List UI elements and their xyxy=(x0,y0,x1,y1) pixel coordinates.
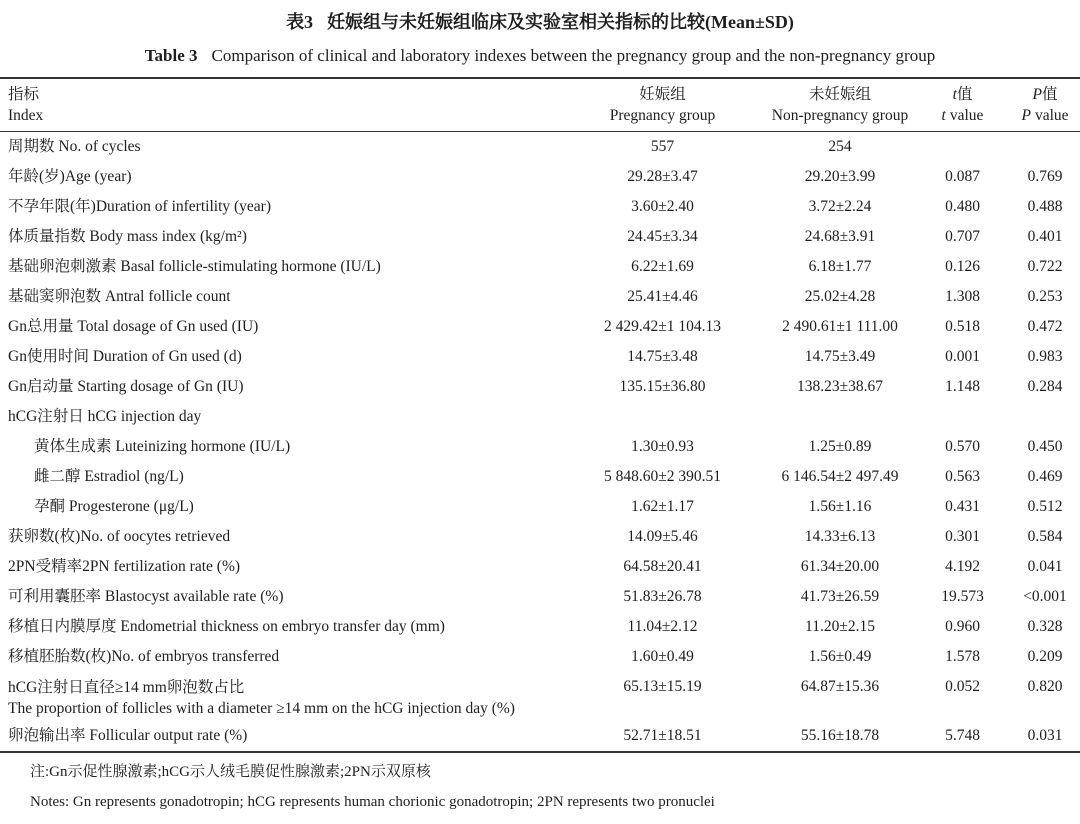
row-label: 不孕年限(年)Duration of infertility (year) xyxy=(8,197,271,215)
row-label: 年龄(岁)Age (year) xyxy=(8,167,132,185)
column-header-non-pregnancy-zh: 未妊娠组 xyxy=(808,86,871,103)
pregnancy-value: 1.60±0.49 xyxy=(631,647,694,665)
table-row xyxy=(0,432,1080,462)
p-value: 0.041 xyxy=(1027,557,1063,575)
t-value: 1.578 xyxy=(945,647,980,665)
p-value: 0.983 xyxy=(1027,347,1063,365)
non-pregnancy-value: 14.33±6.13 xyxy=(804,527,876,545)
row-label: hCG注射日 hCG injection day xyxy=(8,407,202,425)
note-zh: 注:Gn示促性腺激素;hCG示人绒毛膜促性腺激素;2PN示双原核 xyxy=(30,763,431,780)
non-pregnancy-value: 41.73±26.59 xyxy=(800,587,880,605)
non-pregnancy-value: 24.68±3.91 xyxy=(804,227,876,245)
column-header-index-zh: 指标 xyxy=(8,86,40,103)
t-value: 0.126 xyxy=(945,257,980,275)
pregnancy-value: 14.09±5.46 xyxy=(627,527,698,545)
table-row xyxy=(0,462,1080,492)
t-value: 0.570 xyxy=(945,437,980,455)
note-en: Notes: Gn represents gonadotropin; hCG represents human chorionic gonadotropin; 2PN represents two pronuclei xyxy=(30,793,715,810)
t-symbol: t xyxy=(941,107,946,124)
row-label: 2PN受精率2PN fertilization rate (%) xyxy=(8,557,241,575)
non-pregnancy-value: 14.75±3.49 xyxy=(804,347,876,365)
non-pregnancy-value xyxy=(765,402,915,432)
t-value: 0.001 xyxy=(945,347,980,365)
table-title-en-text: Comparison of clinical and laboratory indexes between the pregnancy group and the non-pregnancy group xyxy=(211,46,936,65)
p-value: 0.722 xyxy=(1027,257,1063,275)
row-label: Gn使用时间 Duration of Gn used (d) xyxy=(8,347,242,365)
p-value: 0.209 xyxy=(1027,647,1063,665)
column-header-pregnancy-zh: 妊娠组 xyxy=(639,86,686,103)
row-label: 获卵数(枚)No. of oocytes retrieved xyxy=(8,527,231,545)
t-value: 19.573 xyxy=(941,587,984,605)
non-pregnancy-value: 6 146.54±2 497.49 xyxy=(781,467,899,485)
row-label: 体质量指数 Body mass index (kg/m²) xyxy=(8,227,247,245)
pregnancy-value: 5 848.60±2 390.51 xyxy=(603,467,721,485)
table-row xyxy=(0,402,1080,432)
pregnancy-value: 51.83±26.78 xyxy=(623,587,702,605)
t-value: 0.052 xyxy=(945,677,980,695)
non-pregnancy-value: 1.56±0.49 xyxy=(808,647,872,665)
column-header-index-en: Index xyxy=(8,107,44,124)
table-row xyxy=(0,582,1080,612)
non-pregnancy-value: 11.20±2.15 xyxy=(805,617,875,635)
non-pregnancy-value: 2 490.61±1 111.00 xyxy=(782,317,898,335)
column-header-pregnancy xyxy=(560,78,765,132)
table-row xyxy=(0,342,1080,372)
row-label: 移植日内膜厚度 Endometrial thickness on embryo transfer day (mm) xyxy=(8,617,445,635)
p-value: 0.328 xyxy=(1027,617,1063,635)
table-number-zh: 表3 xyxy=(286,12,314,32)
row-label: 雌二醇 Estradiol (ng/L) xyxy=(34,467,184,485)
table-title-en xyxy=(0,44,1080,67)
row-label: Gn启动量 Starting dosage of Gn (IU) xyxy=(8,377,244,395)
pregnancy-value: 25.41±4.46 xyxy=(627,287,698,305)
table-row xyxy=(0,162,1080,192)
p-value: 0.820 xyxy=(1027,677,1063,695)
table-row xyxy=(0,522,1080,552)
column-header-t-value: t值 t value xyxy=(915,78,1010,132)
p-value: 0.031 xyxy=(1027,727,1063,744)
table-row xyxy=(0,312,1080,342)
table-row xyxy=(0,252,1080,282)
p-value: 0.253 xyxy=(1027,287,1063,305)
p-symbol: P xyxy=(1032,86,1042,103)
pregnancy-value: 1.62±1.17 xyxy=(631,497,694,515)
table-row xyxy=(0,372,1080,402)
t-value xyxy=(915,132,1010,162)
row-label: hCG注射日直径≥14 mm卵泡数占比 The proportion of follicles with a diameter ≥14 mm on the hCG injection day (%) xyxy=(0,672,560,722)
table-notes xyxy=(0,753,1080,813)
table-row xyxy=(0,132,1080,162)
t-value: 4.192 xyxy=(945,557,980,575)
p-symbol: P xyxy=(1021,107,1031,124)
t-value: 1.308 xyxy=(945,287,980,305)
non-pregnancy-value: 138.23±38.67 xyxy=(796,377,883,395)
table-row xyxy=(0,552,1080,582)
p-value: 0.401 xyxy=(1027,227,1063,245)
column-header-p-value: P值 P value xyxy=(1010,78,1080,132)
row-label: 基础卵泡刺激素 Basal follicle-stimulating hormone (IU/L) xyxy=(8,257,381,275)
pregnancy-value: 14.75±3.48 xyxy=(627,347,698,365)
column-header-pregnancy-en: Pregnancy group xyxy=(609,107,716,124)
non-pregnancy-value: 55.16±18.78 xyxy=(800,727,880,744)
pregnancy-value: 3.60±2.40 xyxy=(631,197,694,215)
non-pregnancy-value: 25.02±4.28 xyxy=(804,287,876,305)
non-pregnancy-value: 29.20±3.99 xyxy=(804,167,876,185)
table-row xyxy=(0,192,1080,222)
pregnancy-value: 6.22±1.69 xyxy=(631,257,694,275)
table-header xyxy=(0,78,1080,132)
t-value: 0.087 xyxy=(945,167,980,185)
t-value: 0.431 xyxy=(945,497,980,515)
p-value: 0.512 xyxy=(1027,497,1063,515)
t-value: 1.148 xyxy=(945,377,980,395)
p-value: 0.469 xyxy=(1027,467,1063,485)
pregnancy-value: 2 429.42±1 104.13 xyxy=(603,317,721,335)
p-value: 0.769 xyxy=(1027,167,1063,185)
pregnancy-value: 557 xyxy=(650,137,675,155)
table-row xyxy=(0,642,1080,672)
t-value: 0.301 xyxy=(945,527,980,545)
row-label: 卵泡输出率 Follicular output rate (%) xyxy=(8,727,248,744)
comparison-table xyxy=(0,77,1080,753)
table-row xyxy=(0,222,1080,252)
row-label: 可利用囊胚率 Blastocyst available rate (%) xyxy=(8,587,284,605)
column-header-index xyxy=(0,78,560,132)
non-pregnancy-value: 64.87±15.36 xyxy=(800,677,880,695)
table-body xyxy=(0,132,1080,752)
non-pregnancy-value: 6.18±1.77 xyxy=(808,257,872,275)
table-row xyxy=(0,492,1080,522)
p-value: 0.450 xyxy=(1027,437,1063,455)
pregnancy-value: 65.13±15.19 xyxy=(623,677,702,695)
table-row xyxy=(0,282,1080,312)
p-value: 0.584 xyxy=(1027,527,1063,545)
t-value: 5.748 xyxy=(945,727,980,744)
non-pregnancy-value: 61.34±20.00 xyxy=(800,557,880,575)
row-label: 周期数 No. of cycles xyxy=(8,137,141,155)
pregnancy-value: 1.30±0.93 xyxy=(631,437,694,455)
column-header-non-pregnancy xyxy=(765,78,915,132)
row-label: 黄体生成素 Luteinizing hormone (IU/L) xyxy=(34,437,291,455)
pregnancy-value: 135.15±36.80 xyxy=(619,377,706,395)
pregnancy-value: 52.71±18.51 xyxy=(623,727,702,744)
pregnancy-value: 29.28±3.47 xyxy=(627,167,698,185)
t-value: 0.480 xyxy=(945,197,980,215)
t-value: 0.960 xyxy=(945,617,980,635)
p-value: 0.472 xyxy=(1027,317,1063,335)
p-value xyxy=(1010,132,1080,162)
row-label: 移植胚胎数(枚)No. of embryos transferred xyxy=(8,647,280,665)
t-symbol: t xyxy=(952,86,957,103)
table-title-zh xyxy=(0,10,1080,34)
non-pregnancy-value: 1.56±1.16 xyxy=(808,497,872,515)
t-value xyxy=(915,402,1010,432)
column-header-non-pregnancy-en: Non-pregnancy group xyxy=(771,107,909,124)
p-value: <0.001 xyxy=(1023,587,1067,605)
pregnancy-value: 11.04±2.12 xyxy=(627,617,698,635)
p-value: 0.284 xyxy=(1027,377,1063,395)
row-label: 孕酮 Progesterone (μg/L) xyxy=(34,497,194,515)
p-value: 0.488 xyxy=(1027,197,1063,215)
table-title-zh-text: 妊娠组与未妊娠组临床及实验室相关指标的比较(Mean±SD) xyxy=(327,12,794,32)
table-row xyxy=(0,672,1080,722)
table-row xyxy=(0,612,1080,642)
pregnancy-value: 64.58±20.41 xyxy=(623,557,702,575)
row-label: Gn总用量 Total dosage of Gn used (IU) xyxy=(8,317,259,335)
pregnancy-value xyxy=(560,402,765,432)
t-value: 0.518 xyxy=(945,317,980,335)
non-pregnancy-value: 1.25±0.89 xyxy=(808,437,872,455)
pregnancy-value: 24.45±3.34 xyxy=(627,227,698,245)
t-value: 0.707 xyxy=(945,227,980,245)
row-label: 基础窦卵泡数 Antral follicle count xyxy=(8,287,231,305)
p-value xyxy=(1010,402,1080,432)
non-pregnancy-value: 3.72±2.24 xyxy=(808,197,872,215)
table-number-en: Table 3 xyxy=(144,46,198,65)
t-value: 0.563 xyxy=(945,467,980,485)
table-row xyxy=(0,722,1080,752)
non-pregnancy-value: 254 xyxy=(828,137,852,155)
row-label-line2: The proportion of follicles with a diameter ≥14 mm on the hCG injection day (%) xyxy=(8,699,515,717)
